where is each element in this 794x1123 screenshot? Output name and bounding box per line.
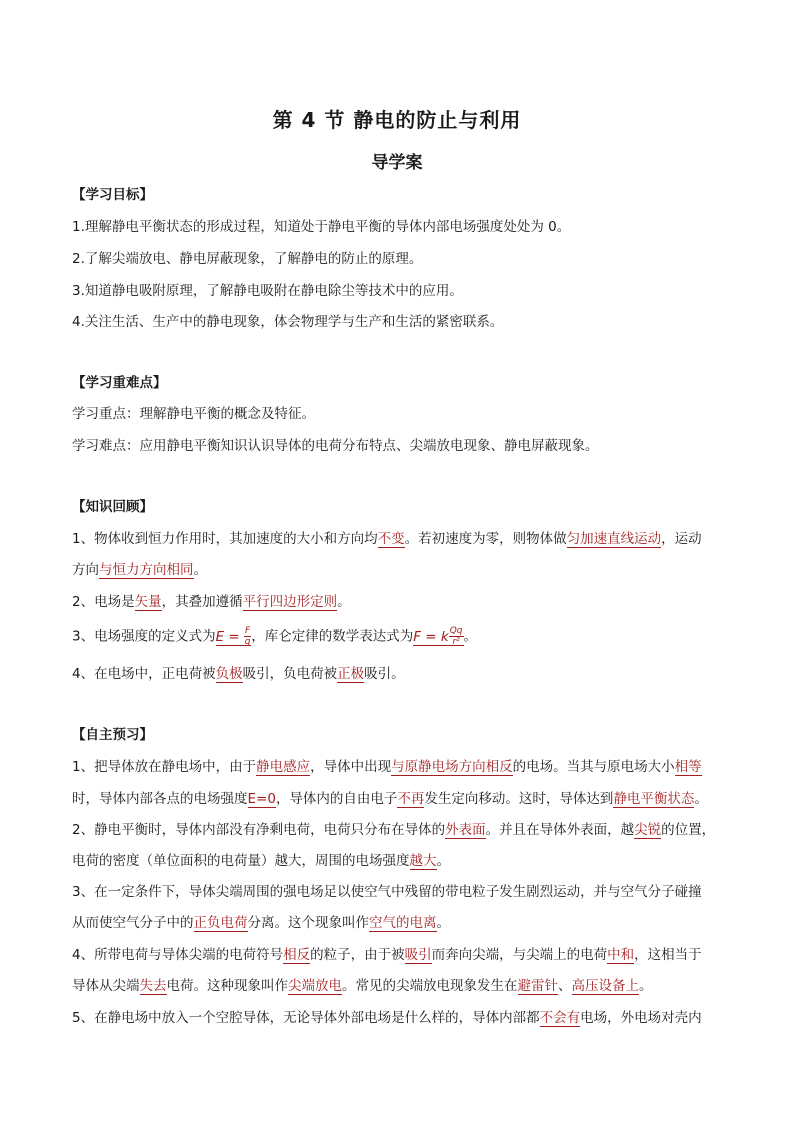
key-point: 学习重点：理解静电平衡的概念及特征。 [72, 406, 315, 422]
goals-heading: 【学习目标】 [72, 187, 153, 203]
preview-p1-line2 [72, 789, 722, 809]
answer-blank: 高压设备上 [571, 978, 639, 994]
review-q1-line2 [72, 560, 722, 580]
answer-blank: 越大 [409, 853, 437, 869]
answer-blank: 外表面 [445, 822, 486, 838]
text: 。 [337, 594, 351, 610]
formula-coulomb-law [413, 626, 463, 647]
answer-blank: E=0 [247, 791, 276, 807]
preview-p2-line1 [72, 820, 722, 840]
fraction-numerator: F [245, 626, 251, 636]
goal-item: 2.了解尖端放电、静电屏蔽现象，了解静电的防止的原理。 [72, 251, 423, 267]
fraction [449, 626, 464, 647]
text: 的电场。当其与原电场大小 [512, 759, 675, 775]
review-q4 [72, 664, 722, 684]
text: 发生定向移动。这时，导体达到 [424, 791, 614, 807]
text: ，其叠加遵循 [161, 594, 243, 610]
keypoints-heading: 【学习重难点】 [72, 375, 167, 391]
text: 。 [193, 562, 207, 578]
fraction-denominator: r² [452, 637, 460, 647]
text: 。 [694, 791, 708, 807]
text: 分离。这个现象叫作 [247, 915, 369, 931]
text: 。常见的尖端放电现象发生在 [342, 978, 518, 994]
preview-p3-line1: 3、在一定条件下，导体尖端周围的强电场足以使空气中残留的带电粒子发生剧烈运动，并与空气分子碰撞 [72, 884, 702, 900]
answer-blank: 失去 [139, 978, 167, 994]
text: 4、所带电荷与导体尖端的电荷符号 [72, 947, 284, 963]
text: 。 [436, 915, 450, 931]
fraction-numerator: Qq [449, 626, 463, 636]
preview-p2-line2 [72, 851, 722, 871]
formula-lhs: E = [215, 628, 245, 645]
review-q1-line1 [72, 529, 722, 549]
text: ，库仑定律的数学表达式为 [251, 628, 414, 645]
text: 、 [558, 978, 572, 994]
preview-p3-line2 [72, 913, 722, 933]
text: 1、把导体放在静电场中，由于 [72, 759, 257, 775]
preview-p1-line1 [72, 757, 722, 777]
text: 1、物体收到恒力作用时，其加速度的大小和方向均 [72, 531, 378, 547]
answer-blank: 避雷针 [517, 978, 558, 994]
answer-blank: 矢量 [134, 594, 162, 610]
answer-blank: 正极 [337, 666, 365, 682]
answer-blank: 与原静电场方向相反 [391, 759, 513, 775]
text: 。 [436, 853, 450, 869]
answer-blank: 平行四边形定则 [242, 594, 338, 610]
answer-blank: 匀加速直线运动 [566, 531, 662, 547]
formula-lhs: F = k [413, 628, 449, 645]
text: 吸引。 [364, 666, 405, 682]
text: 的粒子，由于被 [310, 947, 405, 963]
text: ，运动 [661, 531, 702, 547]
preview-heading: 【自主预习】 [72, 727, 153, 743]
text: 。若初速度为零，则物体做 [404, 531, 567, 547]
text: 2、电场是 [72, 594, 135, 610]
text: 电荷。这种现象叫作 [166, 978, 288, 994]
answer-blank: 尖锐 [634, 822, 662, 838]
review-q3 [72, 626, 722, 647]
answer-blank: 不变 [377, 531, 405, 547]
answer-blank: 不会有 [539, 1010, 581, 1026]
answer-blank: 静电感应 [256, 759, 311, 775]
goal-item: 3.知道静电吸附原理，了解静电吸附在静电除尘等技术中的应用。 [72, 283, 463, 299]
text: 导体从尖端 [72, 978, 140, 994]
preview-p5-line1 [72, 1008, 722, 1028]
preview-p4-line2 [72, 976, 722, 996]
goal-item: 4.关注生活、生产中的静电现象，体会物理学与生产和生活的紧密联系。 [72, 314, 504, 330]
text: ，导体中出现 [310, 759, 392, 775]
text: ，导体内的自由电子 [275, 791, 398, 807]
answer-blank: 正负电荷 [193, 915, 248, 931]
text: 电荷的密度（单位面积的电荷量）越大，周围的电场强度 [72, 853, 410, 869]
text: 3、电场强度的定义式为 [72, 628, 216, 645]
fraction-denominator: q [244, 637, 251, 647]
text: 从而使空气分子中的 [72, 915, 194, 931]
text: 5、在静电场中放入一个空腔导体，无论导体外部电场是什么样的，导体内部都 [72, 1010, 540, 1026]
preview-p4-line1 [72, 945, 722, 965]
page-subtitle: 导学案 [371, 153, 423, 173]
answer-blank: 吸引 [404, 947, 432, 963]
answer-blank: 不再 [397, 791, 425, 807]
answer-blank: 相等 [674, 759, 702, 775]
text: 电场，外电场对壳内 [580, 1010, 702, 1026]
text: 。 [639, 978, 653, 994]
text: 吸引，负电荷被 [242, 666, 338, 682]
answer-blank: 静电平衡状态 [613, 791, 695, 807]
difficult-point: 学习难点：应用静电平衡知识认识导体的电荷分布特点、尖端放电现象、静电屏蔽现象。 [72, 438, 599, 454]
review-q2 [72, 592, 722, 612]
text: 。并且在导体外表面，越 [485, 822, 635, 838]
answer-blank: 相反 [283, 947, 311, 963]
text: 时，导体内部各点的电场强度 [72, 791, 248, 807]
page-title: 第 4 节 静电的防止与利用 [272, 108, 522, 132]
text: 4、在电场中，正电荷被 [72, 666, 216, 682]
answer-blank: 与恒力方向相同 [99, 562, 194, 578]
text: 的位置， [661, 822, 716, 838]
answer-blank: 空气的电离 [369, 915, 437, 931]
review-heading: 【知识回顾】 [72, 499, 153, 515]
answer-blank: 负极 [215, 666, 243, 682]
formula-field-definition [215, 626, 252, 647]
text: 而奔向尖端，与尖端上的电荷 [431, 947, 608, 963]
text: 方向 [72, 562, 99, 578]
text: ，这相当于 [634, 947, 702, 963]
text: 2、静电平衡时，导体内部没有净剩电荷，电荷只分布在导体的 [72, 822, 446, 838]
answer-blank: 尖端放电 [288, 978, 342, 994]
text: 。 [463, 628, 477, 645]
goal-item: 1.理解静电平衡状态的形成过程，知道处于静电平衡的导体内部电场强度处处为 0。 [72, 219, 571, 235]
answer-blank: 中和 [607, 947, 635, 963]
